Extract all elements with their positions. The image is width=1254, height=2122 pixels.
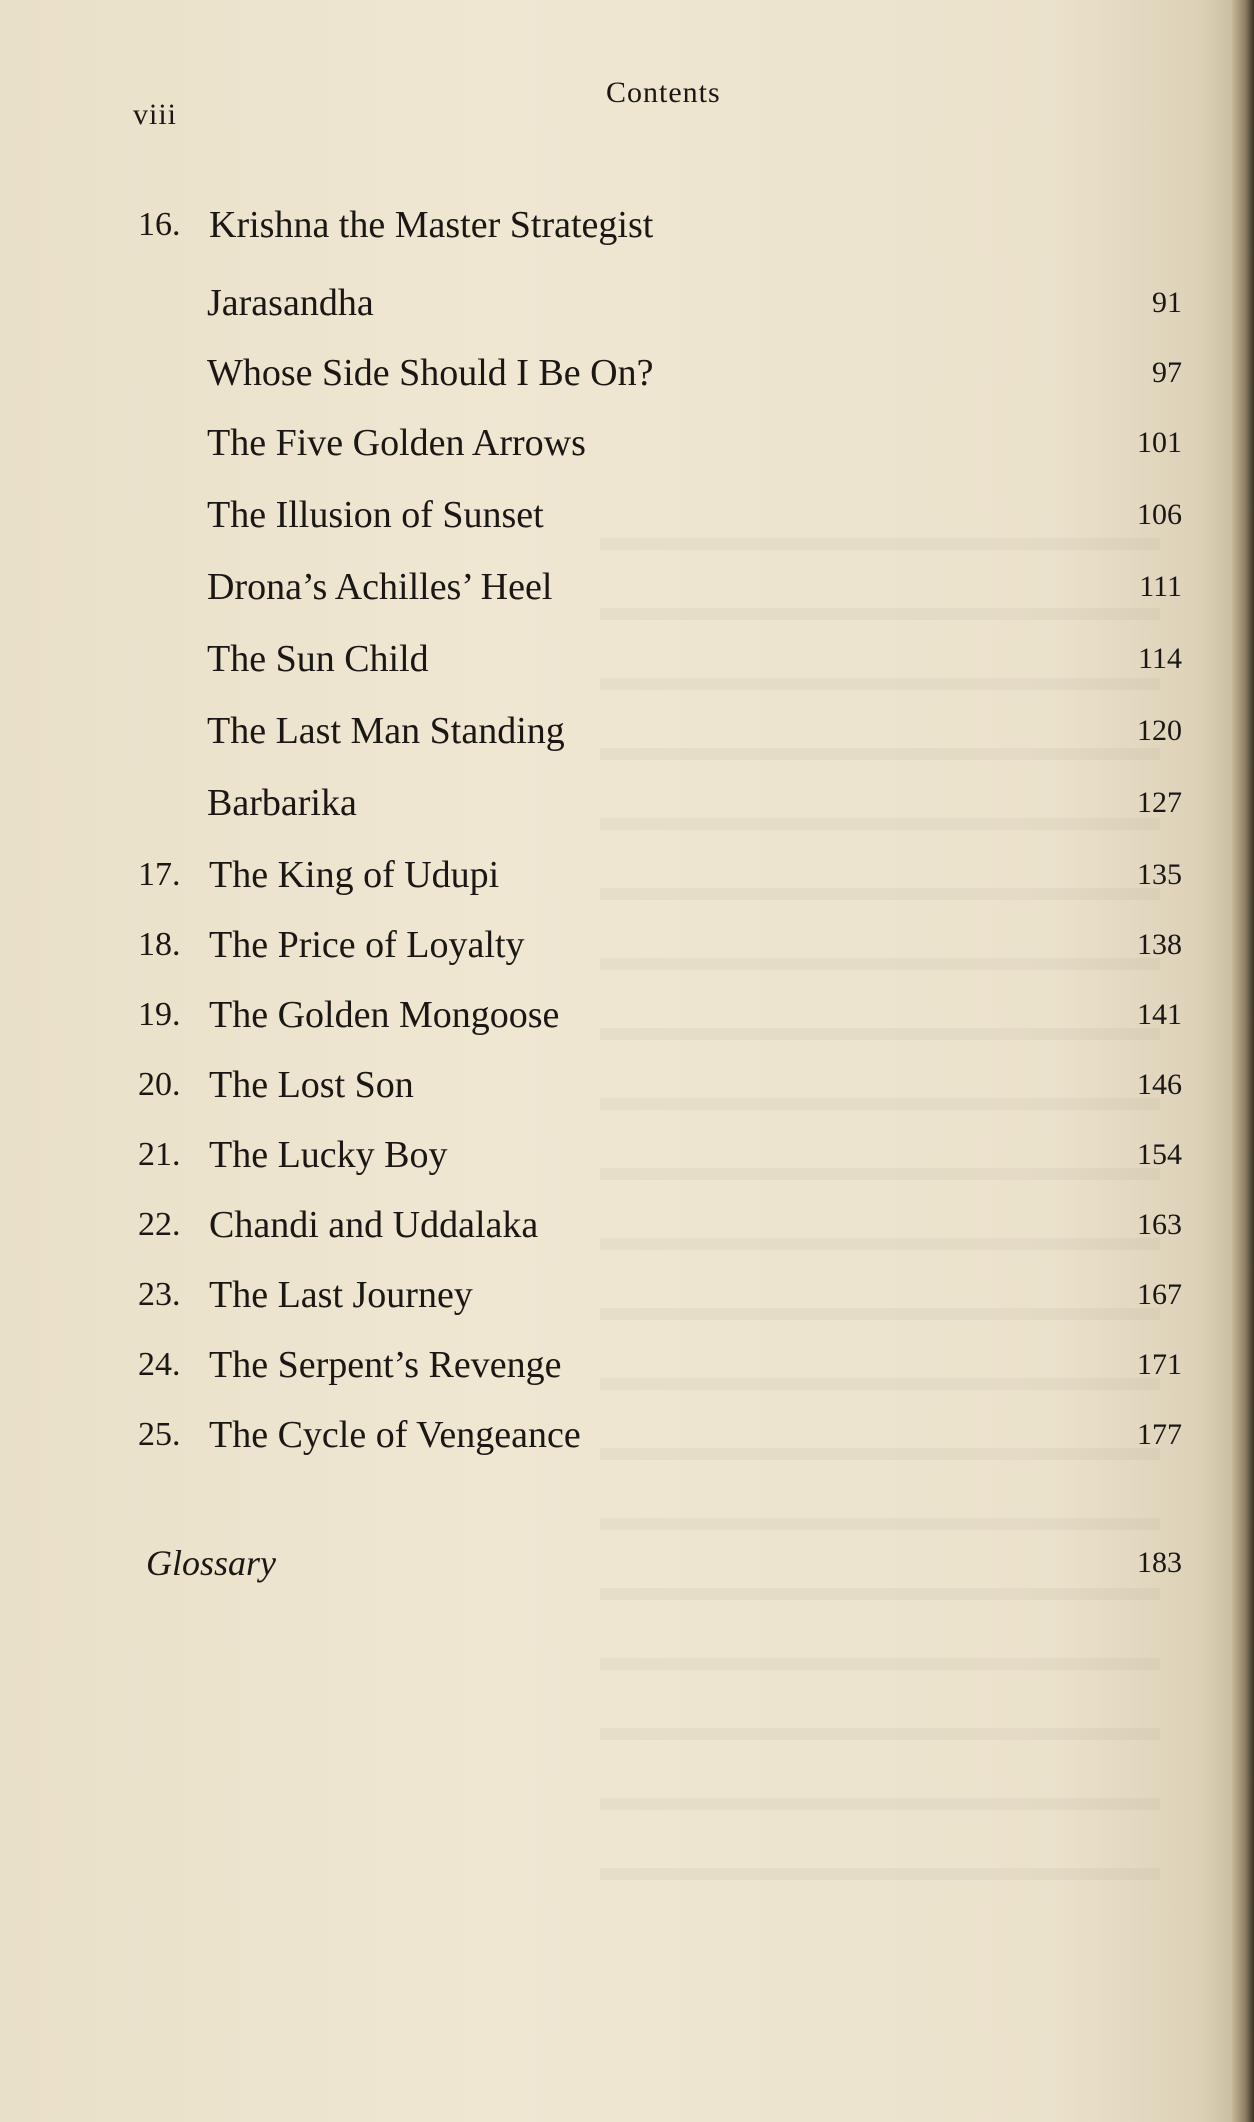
toc-sub-entry xyxy=(0,778,1236,828)
toc-chapter xyxy=(0,1060,1236,1110)
chapter-page: 135 xyxy=(1137,858,1182,891)
chapter-number: 25. xyxy=(138,1416,181,1453)
entry-page: 111 xyxy=(1139,570,1182,603)
entry-page: 106 xyxy=(1137,498,1182,531)
chapter-number: 19. xyxy=(138,996,181,1033)
entry-title: Drona’s Achilles’ Heel xyxy=(207,566,553,608)
chapter-number: 23. xyxy=(138,1276,181,1313)
chapter-number: 17. xyxy=(138,856,181,893)
entry-title: The Illusion of Sunset xyxy=(207,494,544,536)
toc-chapter xyxy=(0,920,1236,970)
glossary-page: 183 xyxy=(1137,1546,1182,1579)
toc-chapter xyxy=(0,1130,1236,1180)
toc-chapter xyxy=(0,990,1236,1040)
toc-sub-entry xyxy=(0,490,1236,540)
chapter-title: The Price of Loyalty xyxy=(209,924,525,966)
toc-glossary xyxy=(0,1538,1236,1588)
chapter-number: 21. xyxy=(138,1136,181,1173)
page-number: viii xyxy=(133,98,178,131)
toc-sub-entry xyxy=(0,418,1236,468)
chapter-number: 16. xyxy=(138,206,181,243)
chapter-page: 141 xyxy=(1137,998,1182,1031)
toc-sub-entry xyxy=(0,706,1236,756)
chapter-page: 177 xyxy=(1137,1418,1182,1451)
chapter-title: The Cycle of Vengeance xyxy=(209,1414,581,1456)
chapter-page: 146 xyxy=(1137,1068,1182,1101)
chapter-title: The King of Udupi xyxy=(209,854,500,896)
entry-title: Barbarika xyxy=(207,782,357,824)
entry-page: 91 xyxy=(1152,286,1182,319)
toc-chapter xyxy=(0,1200,1236,1250)
chapter-number: 22. xyxy=(138,1206,181,1243)
entry-page: 114 xyxy=(1138,642,1182,675)
chapter-page: 138 xyxy=(1137,928,1182,961)
entry-title: Jarasandha xyxy=(207,282,374,324)
entry-page: 127 xyxy=(1137,786,1182,819)
chapter-title: The Last Journey xyxy=(209,1274,473,1316)
chapter-number: 20. xyxy=(138,1066,181,1103)
chapter-title: The Golden Mongoose xyxy=(209,994,560,1036)
toc-chapter-16 xyxy=(0,200,1236,250)
chapter-title: Chandi and Uddalaka xyxy=(209,1204,539,1246)
chapter-page: 167 xyxy=(1137,1278,1182,1311)
chapter-title: The Serpent’s Revenge xyxy=(209,1344,562,1386)
entry-page: 101 xyxy=(1137,426,1182,459)
running-head: Contents xyxy=(606,76,721,109)
chapter-page: 163 xyxy=(1137,1208,1182,1241)
toc-sub-entry xyxy=(0,634,1236,684)
chapter-number: 24. xyxy=(138,1346,181,1383)
entry-page: 97 xyxy=(1152,356,1182,389)
chapter-title: The Lost Son xyxy=(209,1064,414,1106)
toc-chapter xyxy=(0,850,1236,900)
toc-sub-entry xyxy=(0,278,1236,328)
chapter-title: The Lucky Boy xyxy=(209,1134,448,1176)
entry-page: 120 xyxy=(1137,714,1182,747)
toc-chapter xyxy=(0,1270,1236,1320)
toc-sub-entry xyxy=(0,348,1236,398)
entry-title: Whose Side Should I Be On? xyxy=(207,352,654,394)
entry-title: The Last Man Standing xyxy=(207,710,565,752)
toc-chapter xyxy=(0,1340,1236,1390)
toc-sub-entry xyxy=(0,562,1236,612)
glossary-title: Glossary xyxy=(146,1543,277,1583)
entry-title: The Five Golden Arrows xyxy=(207,422,586,464)
chapter-page: 171 xyxy=(1137,1348,1182,1381)
entry-title: The Sun Child xyxy=(207,638,429,680)
toc-chapter xyxy=(0,1410,1236,1460)
chapter-page: 154 xyxy=(1137,1138,1182,1171)
chapter-number: 18. xyxy=(138,926,181,963)
chapter-title: Krishna the Master Strategist xyxy=(209,204,654,246)
page-edge-shadow xyxy=(1232,0,1254,2122)
